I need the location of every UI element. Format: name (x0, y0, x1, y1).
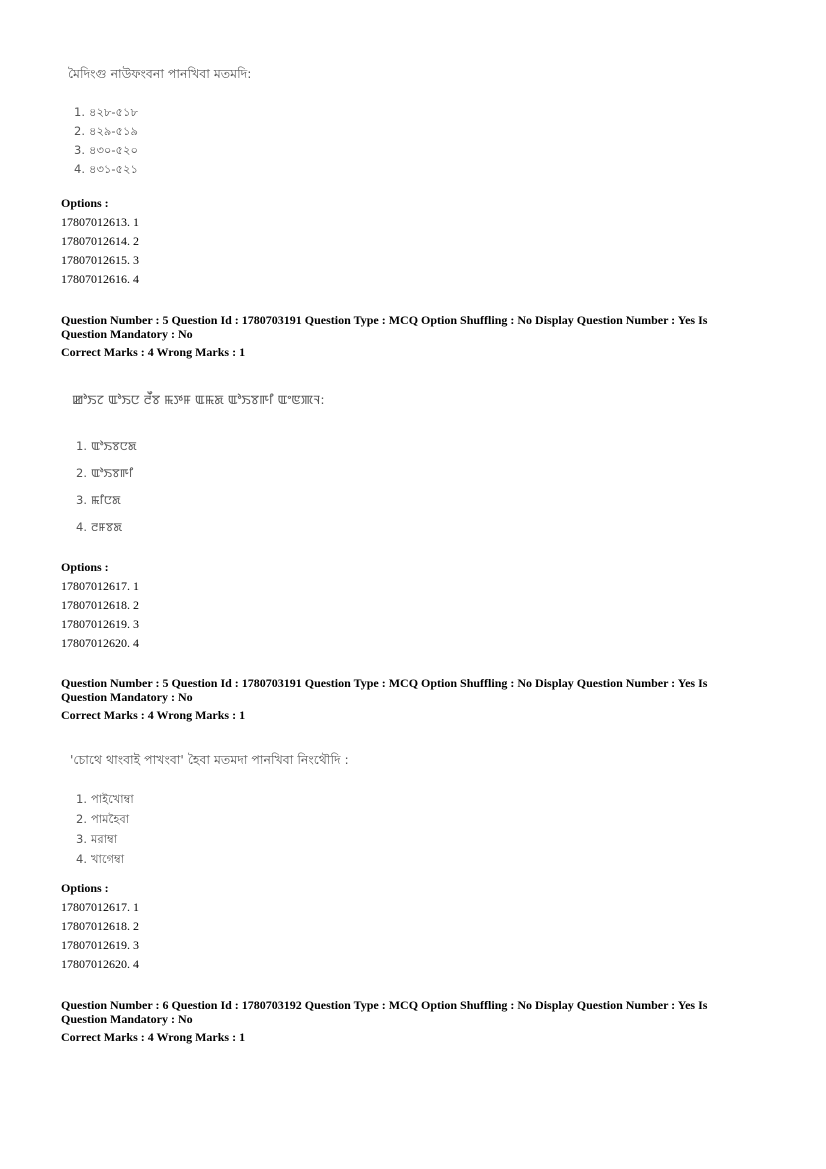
options-list-1 (61, 194, 139, 289)
option-row: 17807012617. 1 (61, 900, 139, 914)
choice-number: 3. (76, 493, 87, 507)
answer-choice (74, 122, 251, 141)
answer-choice (76, 789, 349, 809)
answer-choice (74, 103, 251, 122)
choice-text: ꯃꯤꯅꯗ (90, 493, 121, 507)
choice-number: 3. (76, 832, 87, 846)
option-row: 17807012618. 2 (61, 919, 139, 933)
question-header-5b (61, 676, 751, 722)
choice-number: 4. (76, 852, 87, 866)
choice-number: 1. (74, 105, 85, 119)
answer-choice (76, 849, 349, 869)
answer-choice (76, 487, 325, 514)
option-row: 17807012614. 2 (61, 234, 139, 248)
question-meta: Question Number : 6 Question Id : 1780703192 Question Type : MCQ Option Shuffling : No Display Question Number : Yes Is Question Mandatory : No (61, 998, 708, 1026)
choice-text: ꯑꯣꯏꯕꯅꯗ (90, 439, 137, 453)
choice-number: 1. (76, 792, 87, 806)
question-header-5a (61, 313, 751, 359)
choice-text: খাগেম্বা (90, 852, 125, 866)
options-title: Options : (61, 560, 109, 574)
option-row: 17807012619. 3 (61, 938, 139, 952)
choice-number: 2. (74, 124, 85, 138)
choice-text: ৪৩১-৫২১ (88, 162, 138, 176)
option-row: 17807012620. 4 (61, 636, 139, 650)
option-row: 17807012619. 3 (61, 617, 139, 631)
question-stem: 'চোথে থাংবাই পাখংবা' হৈবা মতমদা পানখিবা নিংথৌদি : (70, 752, 349, 767)
answer-choice (76, 460, 325, 487)
marks-line: Correct Marks : 4 Wrong Marks : 1 (61, 1030, 246, 1044)
choice-number: 3. (74, 143, 85, 157)
choice-text: ৪২৮-৫১৮ (88, 105, 138, 119)
marks-line: Correct Marks : 4 Wrong Marks : 1 (61, 345, 246, 359)
choice-text: ꯑꯣꯏꯕꯒꯤ (90, 466, 134, 480)
answer-choices (72, 433, 325, 541)
answer-choices (68, 103, 251, 179)
choice-number: 4. (76, 520, 87, 534)
answer-choice (74, 141, 251, 160)
answer-choice (76, 809, 349, 829)
options-title: Options : (61, 881, 109, 895)
question-image-1 (68, 66, 251, 179)
answer-choice (76, 514, 325, 541)
choice-text: মরাম্বা (90, 832, 118, 846)
option-row: 17807012620. 4 (61, 957, 139, 971)
choice-number: 4. (74, 162, 85, 176)
answer-choices (70, 789, 349, 869)
option-row: 17807012618. 2 (61, 598, 139, 612)
question-header-6 (61, 998, 751, 1044)
option-row: 17807012615. 3 (61, 253, 139, 267)
options-list-2 (61, 558, 139, 653)
answer-choice (74, 160, 251, 179)
question-stem: ꯀꯣꯏꯖ ꯑꯣꯏꯅ ꯂꯩꯕ ꯃꯇꯝ ꯑꯃꯗ ꯑꯣꯏꯕꯒꯤ ꯑꯦꯟꯄꯜ: (72, 392, 325, 407)
choice-text: ৪২৯-৫১৯ (88, 124, 138, 138)
options-title: Options : (61, 196, 109, 210)
question-stem: মৈদিংগু নাউফংবনা পানখিবা মতমদি: (68, 66, 252, 81)
question-meta: Question Number : 5 Question Id : 1780703191 Question Type : MCQ Option Shuffling : No Display Question Number : Yes Is Question Mandatory : No (61, 676, 708, 704)
choice-text: পাইখোম্বা (90, 792, 134, 806)
question-meta: Question Number : 5 Question Id : 1780703191 Question Type : MCQ Option Shuffling : No Display Question Number : Yes Is Question Mandatory : No (61, 313, 708, 341)
choice-number: 1. (76, 439, 87, 453)
options-list-3 (61, 879, 139, 974)
choice-number: 2. (76, 812, 87, 826)
marks-line: Correct Marks : 4 Wrong Marks : 1 (61, 708, 246, 722)
answer-choice (76, 829, 349, 849)
question-image-2 (72, 392, 325, 541)
choice-text: পামহৈবা (90, 812, 130, 826)
choice-text: ꯂꯝꯕꯗ (90, 520, 123, 534)
option-row: 17807012616. 4 (61, 272, 139, 286)
option-row: 17807012613. 1 (61, 215, 139, 229)
answer-choice (76, 433, 325, 460)
choice-number: 2. (76, 466, 87, 480)
choice-text: ৪৩০-৫২০ (88, 143, 138, 157)
question-image-3 (70, 752, 349, 869)
option-row: 17807012617. 1 (61, 579, 139, 593)
